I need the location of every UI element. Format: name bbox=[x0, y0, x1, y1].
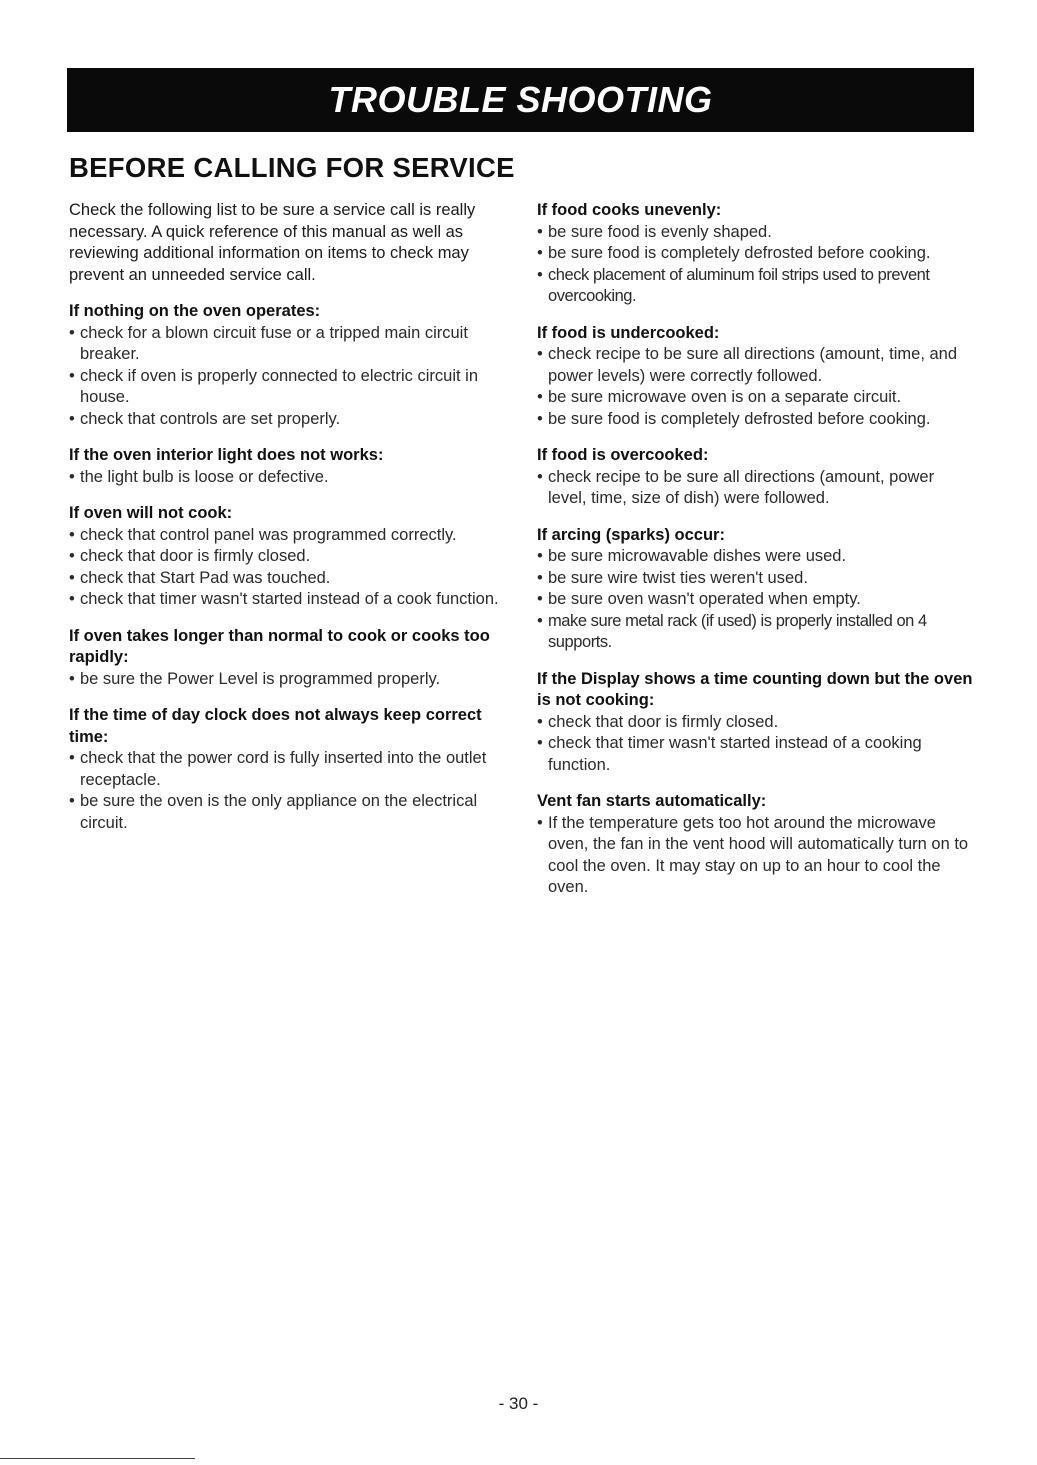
intro-paragraph: Check the following list to be sure a service call is really necessary. A quick reference of this manual as well as reviewing additional information on items to check may prevent an unneeded service call. bbox=[69, 201, 476, 284]
section-undercooked bbox=[537, 323, 977, 431]
list-item: • be sure food is evenly shaped. bbox=[537, 222, 977, 244]
list-item: • check that door is firmly closed. bbox=[537, 712, 977, 734]
list-item: • check if oven is properly connected to electric circuit in house. bbox=[69, 366, 509, 409]
section-arcing bbox=[537, 525, 977, 654]
section-title: Vent fan starts automatically: bbox=[537, 792, 767, 810]
list-item: • check that controls are set properly. bbox=[69, 409, 509, 431]
banner-title: TROUBLE SHOOTING bbox=[328, 79, 713, 120]
list-item: • If the temperature gets too hot around the microwave oven, the fan in the vent hood will automatically turn on to cool the oven. It may stay on up to an hour to cool the oven. bbox=[537, 813, 977, 899]
section-clock bbox=[69, 705, 509, 834]
list-item: • be sure wire twist ties weren't used. bbox=[537, 568, 977, 590]
list-item: • be sure the Power Level is programmed properly. bbox=[69, 669, 509, 691]
list-item: • check for a blown circuit fuse or a tripped main circuit breaker. bbox=[69, 323, 509, 366]
list-item: • check that Start Pad was touched. bbox=[69, 568, 509, 590]
section-title: If food is undercooked: bbox=[537, 323, 720, 342]
title-banner bbox=[67, 68, 974, 132]
section-title: If the oven interior light does not works: bbox=[69, 446, 384, 464]
list-item: • the light bulb is loose or defective. bbox=[69, 467, 509, 489]
section-cook-time bbox=[69, 626, 509, 691]
left-column bbox=[69, 200, 509, 834]
section-title: If oven takes longer than normal to cook or cooks too rapidly: bbox=[69, 626, 490, 666]
list-item: • check that timer wasn't started instead of a cook function. bbox=[69, 589, 509, 611]
list-item: • make sure metal rack (if used) is properly installed on 4 supports. bbox=[537, 611, 977, 654]
bottom-rule bbox=[0, 1458, 195, 1459]
section-overcooked bbox=[537, 445, 977, 510]
section-interior-light bbox=[69, 445, 509, 488]
section-vent-fan bbox=[537, 791, 977, 899]
list-item: • check that timer wasn't started instead of a cooking function. bbox=[537, 733, 977, 776]
section-title: If arcing (sparks) occur: bbox=[537, 525, 725, 544]
section-nothing-operates bbox=[69, 301, 509, 430]
section-title: If nothing on the oven operates: bbox=[69, 302, 321, 320]
list-item: • be sure oven wasn't operated when empty. bbox=[537, 589, 977, 611]
section-display-counting bbox=[537, 669, 977, 777]
list-item: • check recipe to be sure all directions (amount, time, and power levels) were correctly followed. bbox=[537, 344, 977, 387]
section-cooks-unevenly bbox=[537, 200, 977, 308]
section-will-not-cook bbox=[69, 503, 509, 611]
list-item: • be sure food is completely defrosted before cooking. bbox=[537, 409, 977, 431]
list-item: • be sure the oven is the only appliance on the electrical circuit. bbox=[69, 791, 509, 834]
right-column bbox=[537, 200, 977, 899]
page-number: - 30 - bbox=[498, 1394, 539, 1413]
section-title: If food cooks unevenly: bbox=[537, 201, 722, 219]
list-item: • check placement of aluminum foil strips used to prevent overcooking. bbox=[537, 265, 977, 308]
list-item: • check that the power cord is fully inserted into the outlet receptacle. bbox=[69, 748, 509, 791]
section-title: If food is overcooked: bbox=[537, 446, 709, 464]
section-title: If oven will not cook: bbox=[69, 504, 233, 522]
section-title: If the time of day clock does not always keep correct time: bbox=[69, 706, 482, 746]
list-item: • check that door is firmly closed. bbox=[69, 546, 509, 568]
section-title: If the Display shows a time counting down but the oven is not cooking: bbox=[537, 669, 973, 709]
list-item: • be sure food is completely defrosted before cooking. bbox=[537, 243, 977, 265]
page-heading: BEFORE CALLING FOR SERVICE bbox=[69, 152, 515, 183]
list-item: • check that control panel was programmed correctly. bbox=[69, 525, 509, 547]
list-item: • check recipe to be sure all directions (amount, power level, time, size of dish) were followed. bbox=[537, 467, 977, 510]
list-item: • be sure microwavable dishes were used. bbox=[537, 546, 977, 568]
list-item: • be sure microwave oven is on a separate circuit. bbox=[537, 387, 977, 409]
